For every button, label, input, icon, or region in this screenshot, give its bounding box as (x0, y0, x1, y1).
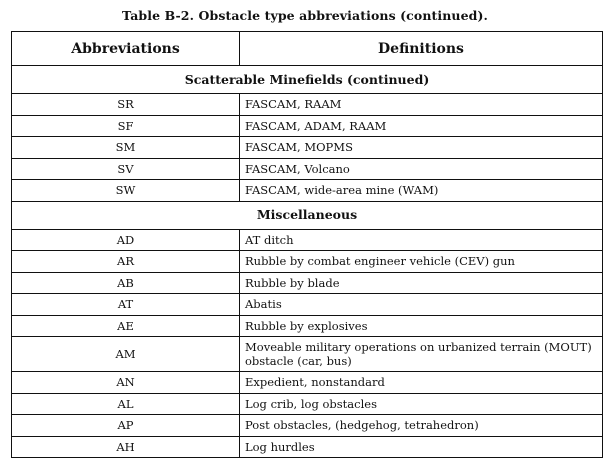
definition-cell: AT ditch (240, 229, 603, 251)
definition-cell: Rubble by blade (240, 272, 603, 294)
header-abbreviations: Abbreviations (12, 32, 240, 66)
table-row (12, 229, 603, 251)
table-row (12, 415, 603, 437)
abbr-cell: SV (12, 158, 240, 180)
section-row-miscellaneous (12, 201, 603, 229)
table-row (12, 315, 603, 337)
definition-cell: Moveable military operations on urbanized terrain (MOUT) obstacle (car, bus) (240, 337, 603, 372)
table-row (12, 337, 603, 372)
table-row (12, 158, 603, 180)
abbr-cell: AD (12, 229, 240, 251)
table-caption: Table B-2. Obstacle type abbreviations (continued). (122, 8, 488, 23)
definition-cell: FASCAM, wide-area mine (WAM) (240, 180, 603, 202)
section-row-scatterable (12, 66, 603, 94)
abbr-cell: AP (12, 415, 240, 437)
header-definitions: Definitions (240, 32, 603, 66)
section-title: Scatterable Minefields (continued) (12, 66, 603, 94)
definition-cell: Abatis (240, 294, 603, 316)
definition-cell: Expedient, nonstandard (240, 372, 603, 394)
table-row (12, 393, 603, 415)
abbr-cell: AM (12, 337, 240, 372)
abbr-cell: SM (12, 137, 240, 159)
abbr-cell: SR (12, 94, 240, 116)
definition-cell: Rubble by combat engineer vehicle (CEV) gun (240, 251, 603, 273)
table-row (12, 180, 603, 202)
abbr-cell: AR (12, 251, 240, 273)
abbr-cell: SF (12, 115, 240, 137)
section-title: Miscellaneous (12, 201, 603, 229)
table-row (12, 115, 603, 137)
table-row (12, 251, 603, 273)
abbreviations-table (11, 31, 603, 458)
header-row (12, 32, 603, 66)
abbr-cell: AB (12, 272, 240, 294)
definition-cell: Log crib, log obstacles (240, 393, 603, 415)
table-row (12, 272, 603, 294)
abbr-cell: AN (12, 372, 240, 394)
table-row (12, 137, 603, 159)
abbr-cell: AT (12, 294, 240, 316)
table-row (12, 294, 603, 316)
abbr-cell: AH (12, 436, 240, 458)
abbr-cell: AL (12, 393, 240, 415)
abbr-cell: AE (12, 315, 240, 337)
table-row (12, 372, 603, 394)
definition-cell: FASCAM, Volcano (240, 158, 603, 180)
definition-cell: FASCAM, RAAM (240, 94, 603, 116)
definition-cell: FASCAM, MOPMS (240, 137, 603, 159)
table-row (12, 436, 603, 458)
abbr-cell: SW (12, 180, 240, 202)
definition-cell: Post obstacles, (hedgehog, tetrahedron) (240, 415, 603, 437)
definition-cell: Log hurdles (240, 436, 603, 458)
definition-cell: Rubble by explosives (240, 315, 603, 337)
table-row (12, 94, 603, 116)
definition-cell: FASCAM, ADAM, RAAM (240, 115, 603, 137)
